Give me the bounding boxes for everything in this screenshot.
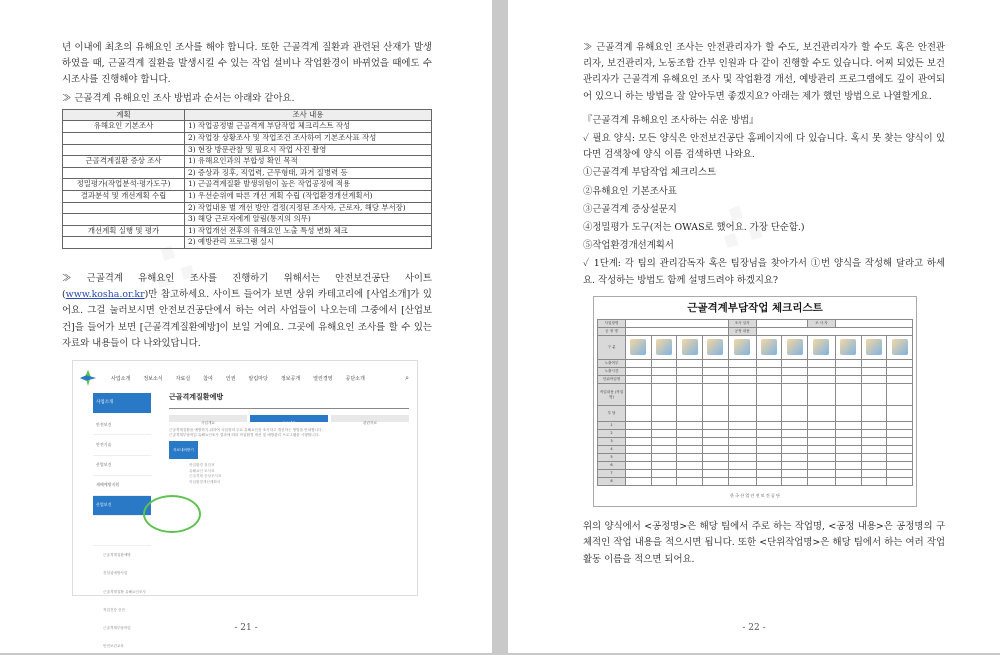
form-item: ②유해요인 기본조사표: [583, 185, 677, 197]
table-row: 구 분: [598, 336, 913, 360]
sidebar-item[interactable]: 산업보건: [93, 456, 151, 476]
site-nav: [111, 371, 365, 387]
table-header-content: 조사 내용: [185, 109, 432, 121]
posture-image: [756, 336, 782, 360]
sidebar-item[interactable]: 재해예방지원: [93, 476, 151, 496]
sidebar-item[interactable]: 안전기술: [93, 435, 151, 455]
table-row: [63, 144, 432, 156]
paragraph-who-surveys: ≫ 근골격계 유해요인 조사는 안전관리자가 할 수도, 보건관리자가 할 수도 혹은 안전관리자, 보건관리자, 노동조합 간부 인원과 다 같이 진행할 수도 있습니다. 어찌 되었든 보건관리자가 근골격계 유해요인 조사 및 작업환경 개선, 예방관리 프로그램에도 깊이 관여되어 있으니 하는 방법을 잘 알아두면 좋겠지요? 아래는 제가 했던 방법으로 나열할게요.: [583, 42, 945, 102]
table-row: [63, 167, 432, 179]
posture-image: [807, 336, 835, 360]
site-sidebar: [93, 393, 151, 655]
nav-item[interactable]: 공단소개: [345, 375, 365, 382]
table-row: [63, 179, 432, 191]
nav-item[interactable]: 참여: [203, 375, 213, 382]
table-row: 노출여부: [598, 360, 913, 368]
list-item[interactable]: 작업환경개선계획서: [189, 479, 221, 484]
table-cell-item: 1) 유해요인과의 부합성 확인 목적: [185, 156, 432, 168]
section-title: 『근골격계 유해요인 조사하는 쉬운 방법』: [583, 114, 759, 126]
nav-item[interactable]: 인권: [225, 375, 236, 382]
survey-method-table: [62, 109, 432, 249]
table-row: [63, 237, 432, 249]
sidebar-sub-item[interactable]: 근골격계질환예방: [103, 553, 131, 558]
posture-image: [651, 336, 677, 360]
table-row: [63, 133, 432, 145]
table-row: 공 정 명 공정 내용: [598, 328, 913, 336]
table-cell-category: 근골격계질환 증상 조사: [63, 156, 185, 168]
list-item[interactable]: 근골격계 증상조사표: [189, 474, 222, 479]
posture-image: [782, 336, 808, 360]
kosha-link[interactable]: www.kosha.or.kr: [65, 289, 145, 301]
site-tab[interactable]: 관련자료: [331, 415, 409, 422]
paragraph-form-explain: 위의 양식에서 <공정명>은 해당 팀에서 주로 하는 작업명, <공정 내용>은 공정명의 구체적인 작업 내용을 적으시면 됩니다. 또한 <단위작업명>은 해당 팀에서 하는 여러 작업 활동 이름을 적으면 되어요.: [583, 521, 945, 565]
paragraph-required-forms: ✓ 필요 양식: 모든 양식은 안전보건공단 홈페이지에 다 있습니다. 혹시 못 찾는 양식이 있다면 검색창에 양식 이름 검색하면 나와요.: [583, 133, 945, 161]
site-text: 근골격계부담작업 유해요인조사 결과에 따라 작업환경 개선 및 예방관리 프로그램을 시행합니다.: [169, 433, 320, 438]
form-item: ①근골격계 부담작업 체크리스트: [583, 167, 717, 179]
checklist-form-image: [593, 296, 917, 507]
form-item: ③근골격계 증상설문지: [583, 203, 677, 215]
table-header-plan: 계획: [63, 109, 185, 121]
table-cell-item: 1) 작업개선 전후의 유해요인 노출 특성 변화 체크: [185, 225, 432, 237]
posture-image: [835, 336, 861, 360]
site-tab[interactable]: 사업개요: [169, 415, 247, 422]
table-row: 5: [598, 454, 913, 462]
sidebar-item[interactable]: 안전보건: [93, 415, 151, 435]
sidebar-sub-item[interactable]: 건설업예방사업: [103, 571, 128, 576]
table-row: 부 담: [598, 406, 913, 422]
table-row: 4: [598, 446, 913, 454]
posture-image: [728, 336, 756, 360]
table-row: 노출시간: [598, 368, 913, 376]
table-header-row: [63, 109, 432, 121]
nav-item[interactable]: 정보소식: [143, 375, 163, 382]
checklist-footer: 한 국 산 업 안 전 보 건 공 단: [729, 493, 781, 499]
nav-item[interactable]: 열린경영: [313, 375, 333, 382]
table-cell-category: 유해요인 기본조사: [63, 121, 185, 133]
table-cell-category: 결과분석 및 개선계획 수립: [63, 190, 185, 202]
download-button[interactable]: 자료내려받기: [169, 441, 198, 459]
nav-item[interactable]: 자료실: [175, 375, 191, 382]
table-cell-category: 정밀평가(작업분석·평가도구): [63, 179, 185, 191]
table-cell-item: 3) 현장 방문관찰 및 필요시 작업 사진 촬영: [185, 144, 432, 156]
site-tabs: [169, 415, 409, 426]
watermark: ∴: [139, 224, 205, 310]
sidebar-sub-item[interactable]: 근골격계부담작업: [103, 625, 131, 630]
table-cell-item: 2) 작업장 상황조사 및 작업조건 조사하여 기본조사표 작성: [185, 133, 432, 145]
table-row: 1: [598, 422, 913, 430]
sidebar-sub-item[interactable]: 근골격계질환 유해요인조사: [103, 589, 146, 594]
table-cell-item: 1) 근골격계질환 발생위험이 높은 작업공정에 적용: [185, 179, 432, 191]
table-row: 2: [598, 430, 913, 438]
table-cell-category: 개선계획 실행 및 평가: [63, 225, 185, 237]
table-row: [63, 156, 432, 168]
site-page-title: 근골격계질환예방: [169, 389, 409, 409]
table-row: 6: [598, 462, 913, 470]
paragraph-method-intro: ≫ 근골격계 유해요인 조사 방법과 순서는 아래와 같아요.: [62, 92, 295, 104]
table-row: 7: [598, 470, 913, 478]
sidebar-heading: 사업소개: [93, 393, 151, 413]
posture-image: [861, 336, 887, 360]
table-cell-item: 1) 작업공정별 근골격계 부담작업 체크리스트 작성: [185, 121, 432, 133]
paragraph-intro: 년 이내에 최초의 유해요인 조사를 해야 합니다. 또한 근골격계 질환과 관련된 산재가 발생하였을 때, 근골격계 질환을 발생시킬 수 있는 작업 설비나 작업환경이 바뀌었을 때에도 수시조사를 진행해야 합니다.: [62, 42, 432, 86]
checklist-grid: [597, 319, 913, 486]
table-row: 8: [598, 478, 913, 486]
table-row: 단위작업명: [598, 376, 913, 384]
table-cell-item: 2) 작업내용 별 개선 방안 결정(지정된 조사자, 근로자, 해당 부서장): [185, 202, 432, 214]
table-cell-item: 1) 우선순위에 따른 개선 계획 수립 (작업환경개선계획서): [185, 190, 432, 202]
search-icon[interactable]: ⌕: [405, 373, 409, 382]
table-row: 3: [598, 438, 913, 446]
table-row: [63, 214, 432, 226]
site-tab-active[interactable]: 주요내용: [250, 415, 328, 422]
watermark: ∴: [707, 184, 773, 270]
table-cell-item: 3) 해당 근로자에게 알림(통지의 의무): [185, 214, 432, 226]
kosha-logo-icon: [79, 369, 97, 387]
table-cell-item: 2) 예방관리 프로그램 실시: [185, 237, 432, 249]
sidebar-item-active[interactable]: 산업보건: [93, 496, 151, 516]
page-21: [0, 0, 492, 653]
form-item: ④정밀평가 도구(저는 OWAS로 했어요. 가장 단순함.): [583, 222, 805, 234]
nav-item[interactable]: 정보공개: [280, 375, 301, 382]
table-row: [63, 190, 432, 202]
paragraph-step1: ✓ 1단계: 각 팀의 관리감독자 혹은 팀장님을 찾아가서 ①번 양식을 작성해 달라고 하세요. 작성하는 방법도 함께 설명드려야 하겠지요?: [583, 258, 945, 286]
posture-image: [626, 336, 652, 360]
posture-image: [702, 336, 728, 360]
form-item: ⑤작업환경개선계획서: [583, 240, 674, 252]
highlight-circle: [143, 495, 201, 533]
site-list: [189, 463, 409, 485]
sidebar-sub-item[interactable]: 직업건강 증진: [103, 607, 125, 612]
site-main: [169, 389, 409, 485]
page-22-content: [583, 40, 945, 570]
page-number: - 22 -: [742, 623, 766, 633]
checklist-title: 근골격계부담작업 체크리스트: [687, 301, 823, 314]
paragraph-kosha-guide: ≫ 근골격계 유해요인 조사를 진행하기 위해서는 안전보건공단 사이트(www.kosha.or.kr)만 참고하세요. 사이트 들어가 보면 상위 카테고리에 [사업소개]가 있어요. 그걸 눌러보시면 안전보건공단에서 하는 여러 사업들이 나오는데 그중에서 [산업보건]을 들어가 보면 [근골격계질환예방]이 보일 거예요. 그곳에 유해요인 조사를 할 수 있는 자료와 내용들이 다 나와있답니다.: [62, 272, 432, 349]
list-item[interactable]: 작업환경 점검표: [189, 463, 215, 468]
sidebar-sub-item[interactable]: 안전보건교육: [103, 644, 124, 649]
table-row: [63, 202, 432, 214]
site-text: 근골격계질환을 예방하기 위하여 사업장의 주요 유해요인을 조사하고 개선하는 방법을 안내합니다.: [169, 428, 323, 433]
nav-item[interactable]: 사업소개: [111, 375, 131, 382]
table-row: 사업장명 조사 일자 조 사 자: [598, 320, 913, 328]
posture-image: [887, 336, 913, 360]
page-number: - 21 -: [234, 623, 258, 633]
list-item[interactable]: 유해요인 조사표: [189, 468, 215, 473]
nav-item[interactable]: 알림마당: [248, 375, 268, 382]
page-22: [508, 0, 1000, 653]
table-row: 작업내용 (작업명): [598, 384, 913, 406]
table-cell-item: 2) 증상과 징후, 직업력, 근무형태, 과거 질병력 등: [185, 167, 432, 179]
table-row: [63, 225, 432, 237]
posture-image: [677, 336, 703, 360]
table-row: [63, 121, 432, 133]
